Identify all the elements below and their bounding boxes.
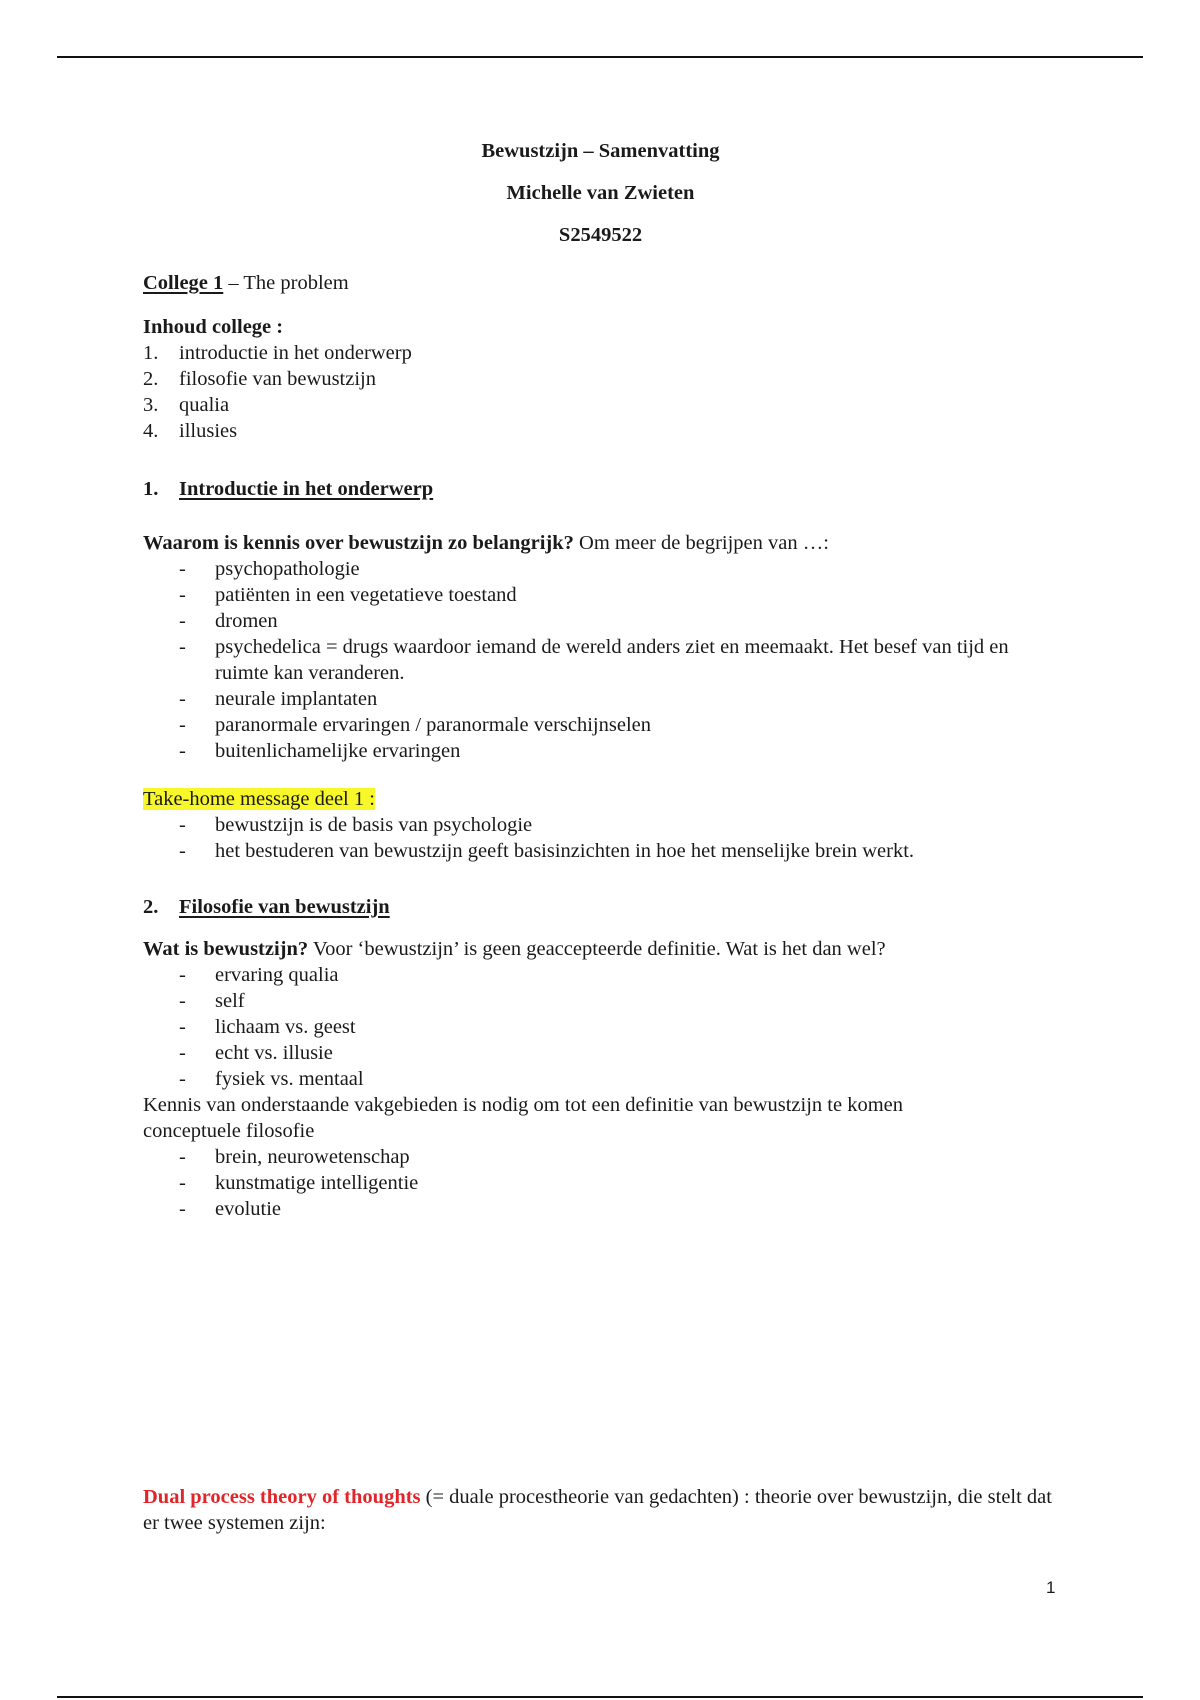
takehome-list xyxy=(143,812,1063,864)
list-item: 4. illusies xyxy=(143,420,238,442)
list-item: 1. introductie in het onderwerp xyxy=(143,342,412,364)
list-item: - psychopathologie xyxy=(179,558,360,580)
dual-process-paragraph: Dual process theory of thoughts (= duale procestheorie van gedachten) : theorie over bewustzijn, die stelt dat er twee systemen zijn: xyxy=(143,1486,1052,1534)
list-item: 3. qualia xyxy=(143,394,230,416)
list-item: - het bestuderen van bewustzijn geeft basisinzichten in hoe het menselijke brein werkt. xyxy=(179,840,915,862)
list-item: - brein, neurowetenschap xyxy=(179,1146,410,1168)
list-item: - patiënten in een vegetatieve toestand xyxy=(179,584,517,606)
list-item: - neurale implantaten xyxy=(179,688,378,710)
list-item: - echt vs. illusie xyxy=(179,1042,333,1064)
section2-list xyxy=(143,962,1063,1092)
conceptuele-text: conceptuele filosofie xyxy=(143,1120,315,1142)
college-heading xyxy=(143,270,1063,296)
section1-question: Waarom is kennis over bewustzijn zo belangrijk? Om meer de begrijpen van …: xyxy=(143,532,829,554)
list-item: - lichaam vs. geest xyxy=(179,1016,356,1038)
student-id: S2549522 xyxy=(558,224,643,246)
list-item: - psychedelica = drugs waardoor iemand de wereld anders ziet en meemaakt. Het besef van tijd en ruimte kan veranderen. xyxy=(179,636,1009,684)
inhoud-title: Inhoud college : xyxy=(143,316,284,338)
fields-list xyxy=(143,1144,1063,1222)
takehome-title: Take-home message deel 1 : xyxy=(143,788,375,810)
list-item: - bewustzijn is de basis van psychologie xyxy=(179,814,533,836)
top-rule xyxy=(57,56,1143,58)
list-item: - dromen xyxy=(179,610,278,632)
section2-question: Wat is bewustzijn? Voor ‘bewustzijn’ is geen geaccepteerde definitie. Wat is het dan wel? xyxy=(143,938,886,960)
kennis-text: Kennis van onderstaande vakgebieden is nodig om tot een definitie van bewustzijn te komen xyxy=(143,1094,904,1116)
list-item: - paranormale ervaringen / paranormale verschijnselen xyxy=(179,714,651,736)
document-title: Bewustzijn – Samenvatting xyxy=(481,140,720,162)
section1-list xyxy=(143,556,1063,764)
list-item: - ervaring qualia xyxy=(179,964,339,986)
list-item: 2. filosofie van bewustzijn xyxy=(143,368,376,390)
section2-body xyxy=(143,936,1063,1222)
page-number: 1 xyxy=(1046,1578,1056,1597)
college-label: College 1 xyxy=(143,272,224,294)
section1-body xyxy=(143,530,1063,764)
section2-heading: 2. Filosofie van bewustzijn xyxy=(143,896,390,918)
bottom-rule xyxy=(57,1696,1143,1698)
author-name: Michelle van Zwieten xyxy=(506,182,695,204)
list-item: - self xyxy=(179,990,245,1012)
inhoud-list xyxy=(143,340,1063,444)
takehome-section xyxy=(143,786,1063,864)
list-item: - fysiek vs. mentaal xyxy=(179,1068,364,1090)
list-item: - kunstmatige intelligentie xyxy=(179,1172,419,1194)
list-item: - buitenlichamelijke ervaringen xyxy=(179,740,461,762)
inhoud-section xyxy=(143,314,1063,444)
dual-process-term: Dual process theory of thoughts xyxy=(143,1486,421,1508)
section1-heading: 1. Introductie in het onderwerp xyxy=(143,478,434,500)
list-item: - evolutie xyxy=(179,1198,282,1220)
college-subtitle: – The problem xyxy=(223,272,349,294)
